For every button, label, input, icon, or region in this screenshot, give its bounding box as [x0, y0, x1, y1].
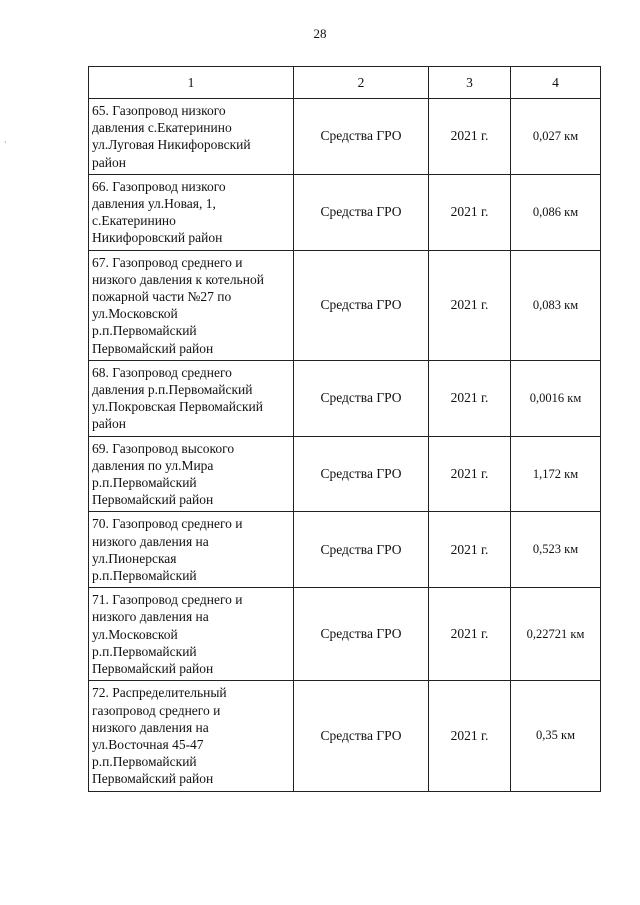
year-cell: 2021 г. — [429, 512, 511, 588]
object-name-line: ул.Пионерская — [92, 550, 177, 566]
funding-source-cell: Средства ГРО — [294, 512, 429, 588]
object-name-line: ул.Восточная 45-47 — [92, 736, 204, 752]
object-name-line: низкого давления на — [92, 609, 209, 625]
object-name-line: 65. Газопровод низкого — [92, 103, 226, 118]
object-name-cell — [89, 512, 294, 588]
table-row — [89, 99, 601, 175]
year-cell: 2021 г. — [429, 681, 511, 791]
object-name-line: пожарной части №27 по — [92, 289, 232, 305]
length-cell: 0,523 км — [511, 512, 601, 588]
object-name-line: Первомайский район — [92, 340, 214, 356]
object-name-line: давления с.Екатеринино — [92, 120, 232, 136]
funding-source-cell: Средства ГРО — [294, 250, 429, 360]
table-row — [89, 512, 601, 588]
year-cell: 2021 г. — [429, 99, 511, 175]
object-name-line: давления по ул.Мира — [92, 457, 214, 473]
length-cell: 0,0016 км — [511, 360, 601, 436]
object-name-cell — [89, 99, 294, 175]
page-number: 28 — [313, 26, 327, 41]
object-name-line: р.п.Первомайский — [92, 643, 197, 659]
table-row — [89, 436, 601, 512]
object-name-line: газопровод среднего и — [92, 702, 221, 718]
length-cell: 0,083 км — [511, 250, 601, 360]
object-name-line: низкого давления к котельной — [92, 271, 264, 287]
header-col-2: 2 — [294, 67, 429, 99]
year-cell: 2021 г. — [429, 588, 511, 681]
funding-source-cell: Средства ГРО — [294, 174, 429, 250]
gas-pipeline-table — [88, 66, 601, 792]
object-name-line: с.Екатеринино — [92, 213, 176, 229]
object-name-line: ул.Московской — [92, 306, 178, 322]
object-name-line: давления ул.Новая, 1, — [92, 196, 216, 212]
object-name-line: р.п.Первомайский — [92, 568, 197, 584]
funding-source-cell: Средства ГРО — [294, 99, 429, 175]
table-body — [89, 99, 601, 792]
object-name-cell — [89, 250, 294, 360]
length-cell: 0,35 км — [511, 681, 601, 791]
object-name-line: ул.Московской — [92, 626, 178, 642]
year-cell: 2021 г. — [429, 436, 511, 512]
object-name-line: давления р.п.Первомайский — [92, 382, 253, 398]
object-name-line: 66. Газопровод низкого — [92, 178, 226, 194]
object-name-line: район — [92, 154, 126, 170]
table-row — [89, 681, 601, 791]
object-name-line: район — [92, 416, 126, 432]
object-name-line: ул.Покровская Первомайский — [92, 399, 263, 415]
table-row — [89, 588, 601, 681]
table-row — [89, 174, 601, 250]
header-col-3: 3 — [429, 67, 511, 99]
object-name-cell — [89, 681, 294, 791]
object-name-cell — [89, 436, 294, 512]
object-name-line: низкого давления на — [92, 533, 209, 549]
object-name-line: р.п.Первомайский — [92, 475, 197, 491]
table-row — [89, 360, 601, 436]
object-name-line: 69. Газопровод высокого — [92, 440, 235, 456]
funding-source-cell: Средства ГРО — [294, 588, 429, 681]
length-cell: 0,027 км — [511, 99, 601, 175]
object-name-line: 71. Газопровод среднего и — [92, 592, 243, 608]
margin-mark: · — [4, 138, 7, 147]
object-name-line: Первомайский район — [92, 492, 214, 508]
object-name-line: 68. Газопровод среднего — [92, 364, 232, 380]
header-col-4: 4 — [511, 67, 601, 99]
object-name-line: 67. Газопровод среднего и — [92, 254, 243, 270]
year-cell: 2021 г. — [429, 174, 511, 250]
object-name-line: Никифоровский район — [92, 230, 223, 246]
object-name-line: р.п.Первомайский — [92, 754, 197, 770]
length-cell: 1,172 км — [511, 436, 601, 512]
object-name-line: 72. Распределительный — [92, 685, 227, 701]
object-name-line: Первомайский район — [92, 661, 214, 677]
object-name-cell — [89, 360, 294, 436]
header-col-1: 1 — [89, 67, 294, 99]
funding-source-cell: Средства ГРО — [294, 360, 429, 436]
funding-source-cell: Средства ГРО — [294, 681, 429, 791]
year-cell: 2021 г. — [429, 250, 511, 360]
object-name-line: р.п.Первомайский — [92, 323, 197, 339]
object-name-line: 70. Газопровод среднего и — [92, 516, 243, 532]
object-name-line: Первомайский район — [92, 771, 214, 787]
object-name-line: низкого давления на — [92, 719, 209, 735]
length-cell: 0,22721 км — [511, 588, 601, 681]
length-cell: 0,086 км — [511, 174, 601, 250]
object-name-cell — [89, 588, 294, 681]
header-row — [89, 67, 601, 99]
object-name-line: ул.Луговая Никифоровский — [92, 137, 251, 153]
table-row — [89, 250, 601, 360]
funding-source-cell: Средства ГРО — [294, 436, 429, 512]
object-name-cell — [89, 174, 294, 250]
year-cell: 2021 г. — [429, 360, 511, 436]
